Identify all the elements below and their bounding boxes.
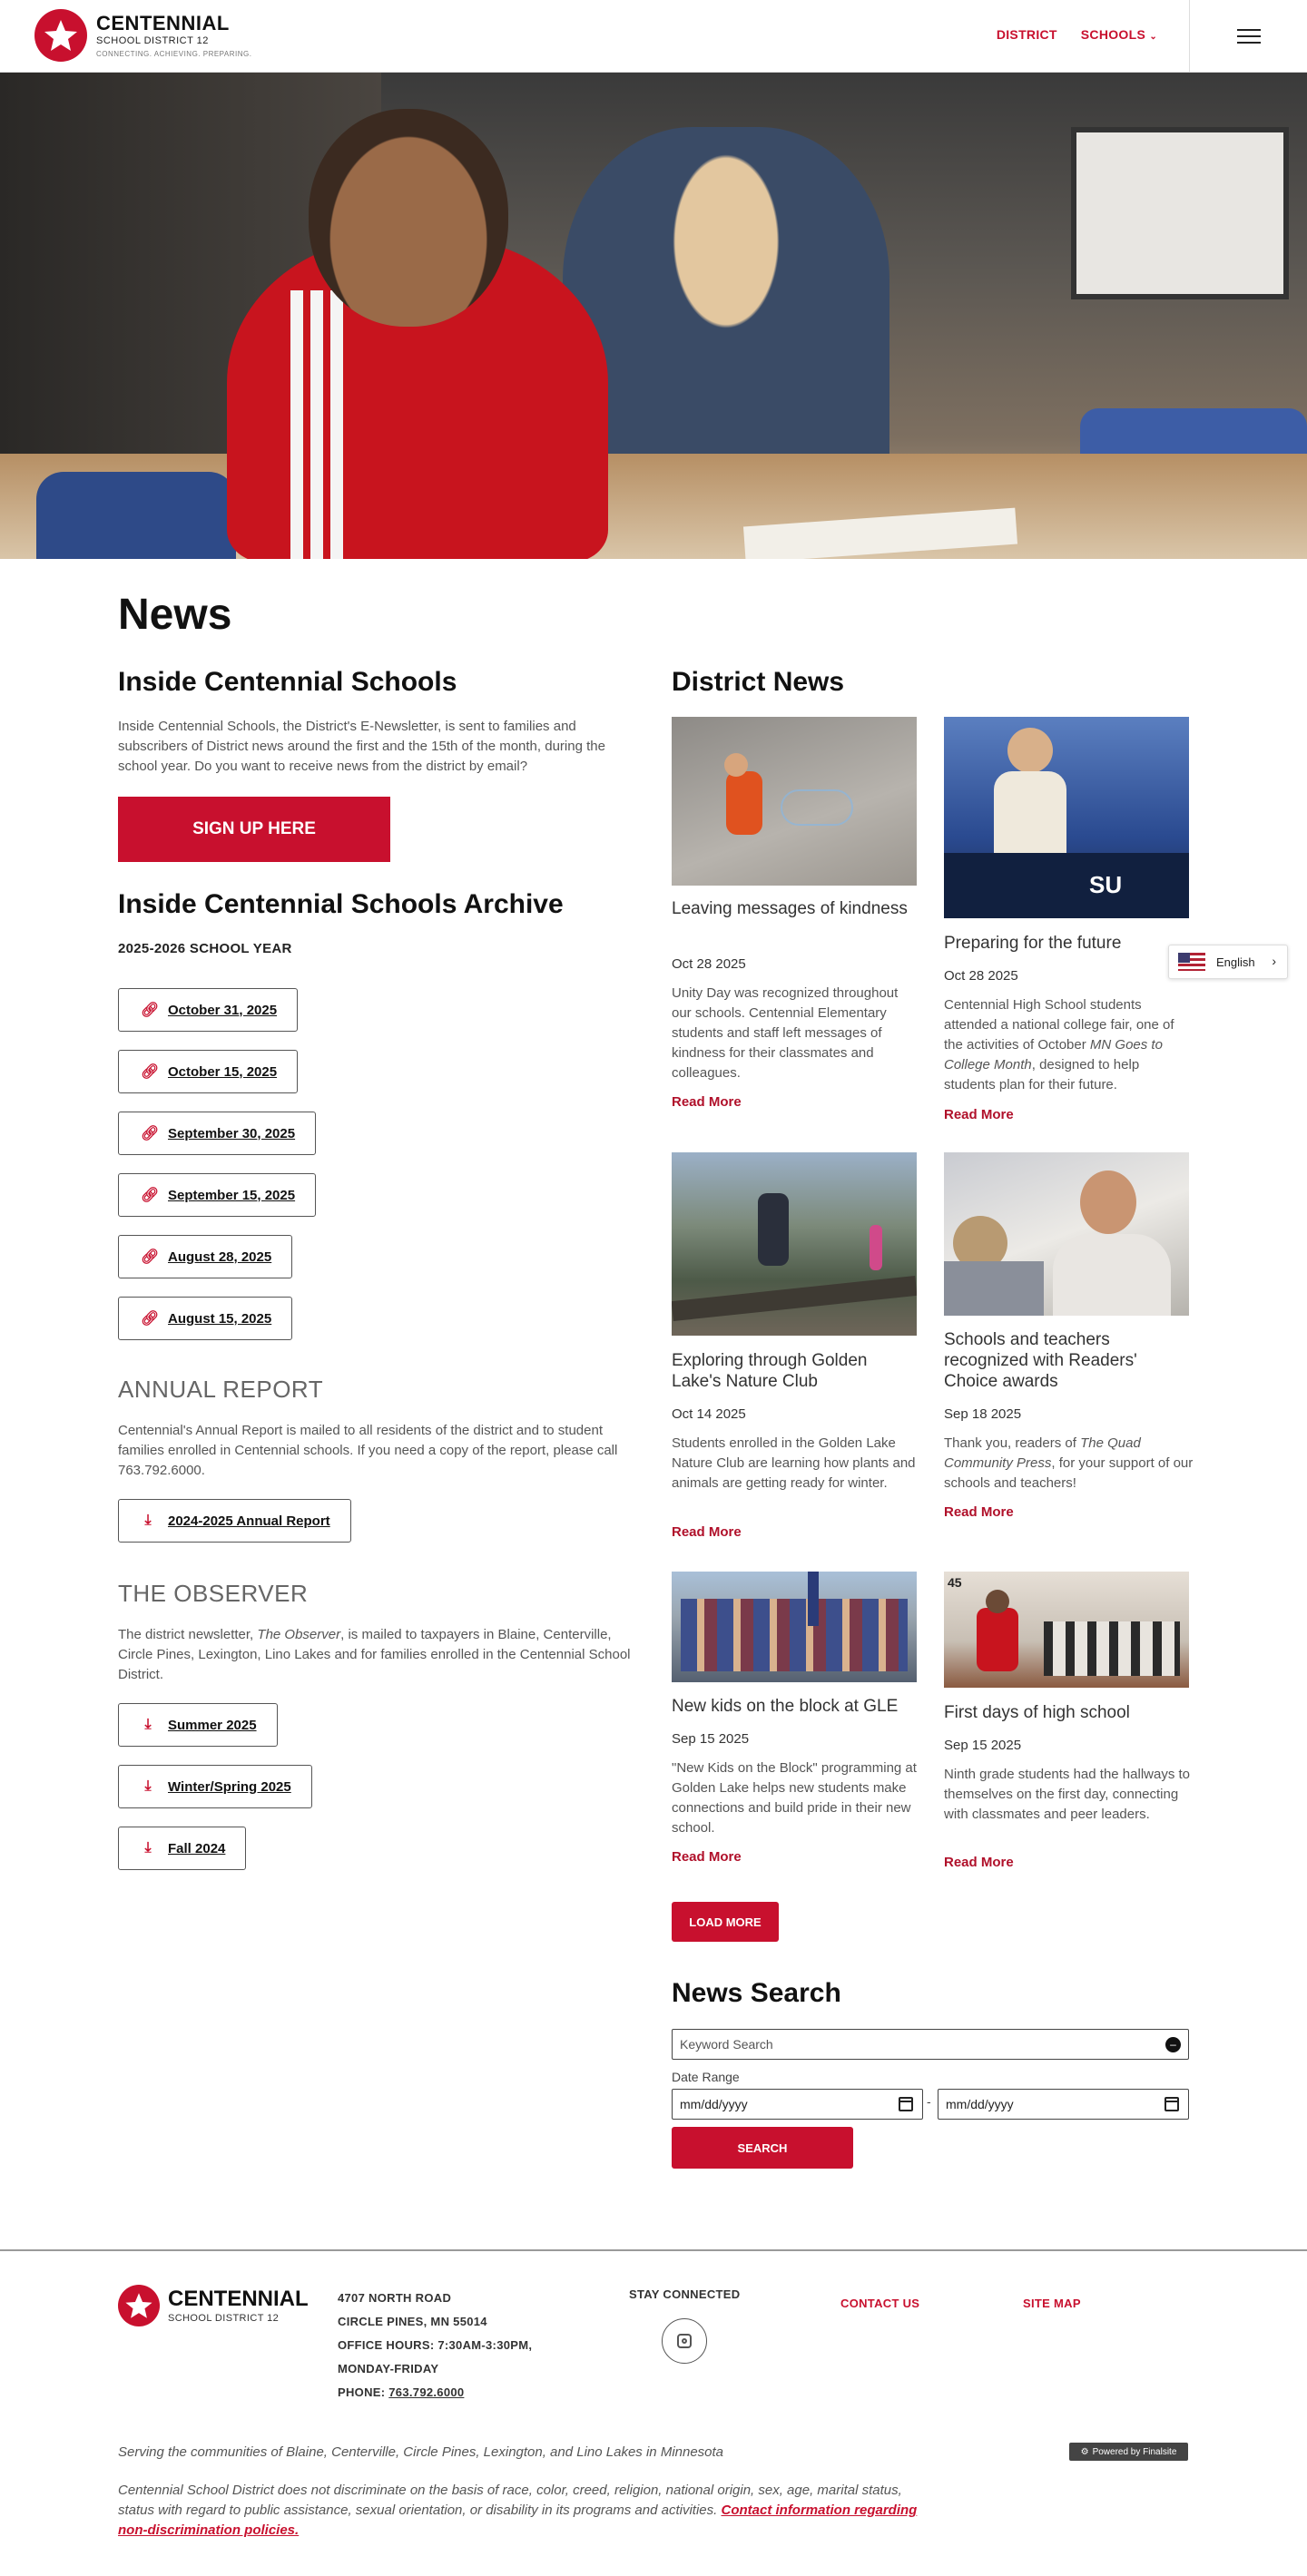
article-title[interactable]: Preparing for the future <box>944 934 1122 953</box>
hamburger-icon <box>1237 35 1261 37</box>
download-icon: ⤓ <box>144 1840 152 1856</box>
archive-link[interactable] <box>118 1297 292 1340</box>
language-selector[interactable] <box>1168 945 1288 979</box>
link-icon: 🔗︎ <box>141 1249 160 1265</box>
link-icon: 🔗︎ <box>141 1064 160 1080</box>
footer-office-hours: OFFICE HOURS: 7:30AM-3:30PM, <box>338 2338 533 2352</box>
serving-communities: Serving the communities of Blaine, Centerville, Circle Pines, Lexington, and Lino Lakes in Minnesota <box>118 2444 724 2460</box>
chevron-right-icon: › <box>1272 954 1276 968</box>
non-discrimination-statement: Centennial School District does not discriminate on the basis of race, color, creed, religion, national origin, sex, age, marital status, status with regard to public assistance, sexual orientation, or disability in its programs and activities. Contact information regarding non-discrimination policies. <box>118 2483 918 2538</box>
annual-report-link-label: 2024-2025 Annual Report <box>168 1513 330 1529</box>
observer-link-label: Winter/Spring 2025 <box>168 1778 291 1795</box>
end-date-placeholder: mm/dd/yyyy <box>946 2097 1014 2111</box>
menu-button[interactable] <box>1189 0 1307 73</box>
district-news-heading: District News <box>672 667 845 697</box>
download-icon: ⤓ <box>144 1717 152 1732</box>
article-title[interactable]: Leaving messages of kindness <box>672 899 908 918</box>
article-title[interactable]: New kids on the block at GLE <box>672 1697 899 1716</box>
logo-subtitle: SCHOOL DISTRICT 12 <box>96 35 209 46</box>
observer-link-label: Summer 2025 <box>168 1717 257 1733</box>
language-label: English <box>1216 955 1255 969</box>
link-icon: 🔗︎ <box>141 1126 160 1141</box>
archive-link[interactable] <box>118 1235 292 1278</box>
article-summary: Unity Day was recognized throughout our schools. Centennial Elementary students and staff left messages of kindness for their classmates and colleagues. <box>672 985 899 1081</box>
article-date: Oct 14 2025 <box>672 1406 746 1422</box>
page-title: News <box>118 591 232 639</box>
hero-image <box>0 73 1307 559</box>
article-image[interactable] <box>944 1152 1189 1316</box>
observer-heading: THE OBSERVER <box>118 1580 309 1607</box>
keyword-placeholder: Keyword Search <box>680 2037 773 2052</box>
annual-report-download[interactable] <box>118 1499 351 1543</box>
article-summary: Students enrolled in the Golden Lake Nature Club are learning how plants and animals are getting ready for winter. <box>672 1435 916 1491</box>
annual-report-heading: ANNUAL REPORT <box>118 1376 324 1403</box>
powered-by-badge[interactable] <box>1069 2443 1188 2461</box>
non-discrimination-link[interactable]: Contact information regarding non-discrimination policies. <box>118 2503 918 2538</box>
site-header <box>0 0 1307 73</box>
archive-link-label: September 30, 2025 <box>168 1125 296 1141</box>
archive-link-label: August 28, 2025 <box>168 1249 272 1265</box>
link-icon: 🔗︎ <box>141 1003 160 1018</box>
article-image[interactable] <box>672 1152 917 1336</box>
article-date: Sep 18 2025 <box>944 1406 1022 1422</box>
district-logo[interactable] <box>34 9 252 64</box>
read-more-link[interactable]: Read More <box>672 1094 742 1110</box>
archive-link[interactable] <box>118 1050 298 1093</box>
calendar-icon[interactable] <box>899 2097 913 2111</box>
article-image[interactable] <box>672 717 917 886</box>
logo-tagline: CONNECTING. ACHIEVING. PREPARING. <box>96 50 252 58</box>
article-summary: "New Kids on the Block" programming at Golden Lake helps new students make connections and build pride in their new school. <box>672 1760 917 1836</box>
observer-download[interactable] <box>118 1703 278 1747</box>
date-separator: - <box>927 2094 931 2109</box>
archive-link[interactable] <box>118 1112 316 1155</box>
instagram-icon[interactable] <box>662 2318 707 2364</box>
observer-download[interactable] <box>118 1827 246 1870</box>
article-summary: Ninth grade students had the hallways to themselves on the first day, connecting with classmates and peer leaders. <box>944 1767 1191 1822</box>
start-date-placeholder: mm/dd/yyyy <box>680 2097 748 2111</box>
archive-link-label: October 15, 2025 <box>168 1063 278 1080</box>
news-search-heading: News Search <box>672 1978 841 2008</box>
footer-phone: PHONE: 763.792.6000 <box>338 2385 465 2399</box>
footer-office-days: MONDAY-FRIDAY <box>338 2362 439 2375</box>
powered-by-label: Powered by Finalsite <box>1092 2446 1177 2457</box>
read-more-link[interactable]: Read More <box>672 1524 742 1540</box>
stay-connected-label: STAY CONNECTED <box>629 2287 741 2301</box>
clear-search-icon[interactable]: – <box>1165 2037 1181 2052</box>
link-icon: 🔗︎ <box>141 1188 160 1203</box>
article-date: Sep 15 2025 <box>944 1738 1022 1753</box>
school-year-label: 2025-2026 SCHOOL YEAR <box>118 941 292 956</box>
inside-description: Inside Centennial Schools, the District's E-Newsletter, is sent to families and subscribers of District news around the first and the 15th of the month, during the school year. Do you want to receive news from the district by email? <box>118 719 605 774</box>
site-map-link[interactable]: SITE MAP <box>1023 2297 1081 2310</box>
footer-phone-link[interactable]: 763.792.6000 <box>388 2385 465 2399</box>
observer-download[interactable] <box>118 1765 312 1808</box>
sign-up-button[interactable]: SIGN UP HERE <box>118 797 390 862</box>
read-more-link[interactable]: Read More <box>944 1504 1014 1520</box>
article-title[interactable]: First days of high school <box>944 1703 1130 1722</box>
main-nav <box>997 27 1157 42</box>
footer-logo-subtitle: SCHOOL DISTRICT 12 <box>168 2313 280 2324</box>
contact-us-link[interactable]: CONTACT US <box>840 2297 920 2310</box>
us-flag-icon <box>1178 953 1205 971</box>
finalsite-icon: ⚙ <box>1080 2446 1089 2457</box>
read-more-link[interactable]: Read More <box>944 1855 1014 1870</box>
load-more-button[interactable]: LOAD MORE <box>672 1902 779 1942</box>
read-more-link[interactable]: Read More <box>672 1849 742 1865</box>
footer-divider <box>0 2249 1307 2251</box>
nav-schools-label: SCHOOLS <box>1080 27 1146 42</box>
calendar-icon[interactable] <box>1165 2097 1179 2111</box>
link-icon: 🔗︎ <box>141 1311 160 1327</box>
annual-report-description: Centennial's Annual Report is mailed to all residents of the district and to student families enrolled in Centennial schools. If you need a copy of the report, please call 763.792.6000. <box>118 1423 618 1478</box>
archive-link-label: September 15, 2025 <box>168 1187 296 1203</box>
read-more-link[interactable]: Read More <box>944 1107 1014 1122</box>
article-summary: Centennial High School students attended a national college fair, one of the activities of October MN Goes to College Month, designed to help students plan for their future. <box>944 997 1174 1092</box>
archive-heading: Inside Centennial Schools Archive <box>118 889 564 919</box>
article-image[interactable] <box>672 1572 917 1682</box>
download-icon: ⤓ <box>144 1778 152 1794</box>
observer-description: The district newsletter, The Observer, is mailed to taxpayers in Blaine, Centerville, Circle Pines, Lexington, Lino Lakes and for families enrolled in the Centennial School District. <box>118 1627 631 1682</box>
nav-schools[interactable] <box>1081 27 1157 42</box>
start-date-input[interactable] <box>672 2089 923 2120</box>
footer-address-line2: CIRCLE PINES, MN 55014 <box>338 2315 487 2328</box>
article-summary: Thank you, readers of The Quad Community Press, for your support of our schools and teachers! <box>944 1435 1194 1491</box>
footer-logo-star-icon[interactable] <box>118 2285 160 2326</box>
archive-link-label: October 31, 2025 <box>168 1002 278 1018</box>
article-title[interactable]: Exploring through Golden Lake's Nature Club <box>672 1351 868 1391</box>
logo-name: CENTENNIAL <box>96 12 230 34</box>
article-date: Oct 28 2025 <box>672 956 746 972</box>
footer-logo-name: CENTENNIAL <box>168 2287 309 2311</box>
date-range-label: Date Range <box>672 2070 740 2084</box>
inside-heading: Inside Centennial Schools <box>118 667 457 697</box>
article-image[interactable]: 45 <box>944 1572 1189 1688</box>
archive-link-label: August 15, 2025 <box>168 1310 272 1327</box>
end-date-input[interactable] <box>938 2089 1189 2120</box>
search-button[interactable]: SEARCH <box>672 2127 853 2169</box>
observer-link-label: Fall 2024 <box>168 1840 226 1856</box>
chevron-down-icon: ⌄ <box>1149 32 1157 42</box>
download-icon: ⤓ <box>144 1513 152 1528</box>
logo-star-icon <box>34 9 87 62</box>
archive-link[interactable] <box>118 1173 316 1217</box>
article-title[interactable]: Schools and teachers recognized with Readers' Choice awards <box>944 1330 1137 1391</box>
footer-address-line1: 4707 NORTH ROAD <box>338 2291 452 2305</box>
article-date: Sep 15 2025 <box>672 1731 750 1747</box>
archive-link[interactable] <box>118 988 298 1032</box>
article-image[interactable]: SU <box>944 717 1189 918</box>
article-date: Oct 28 2025 <box>944 968 1018 984</box>
nav-district[interactable]: DISTRICT <box>996 27 1057 42</box>
keyword-search-input[interactable] <box>672 2029 1189 2060</box>
